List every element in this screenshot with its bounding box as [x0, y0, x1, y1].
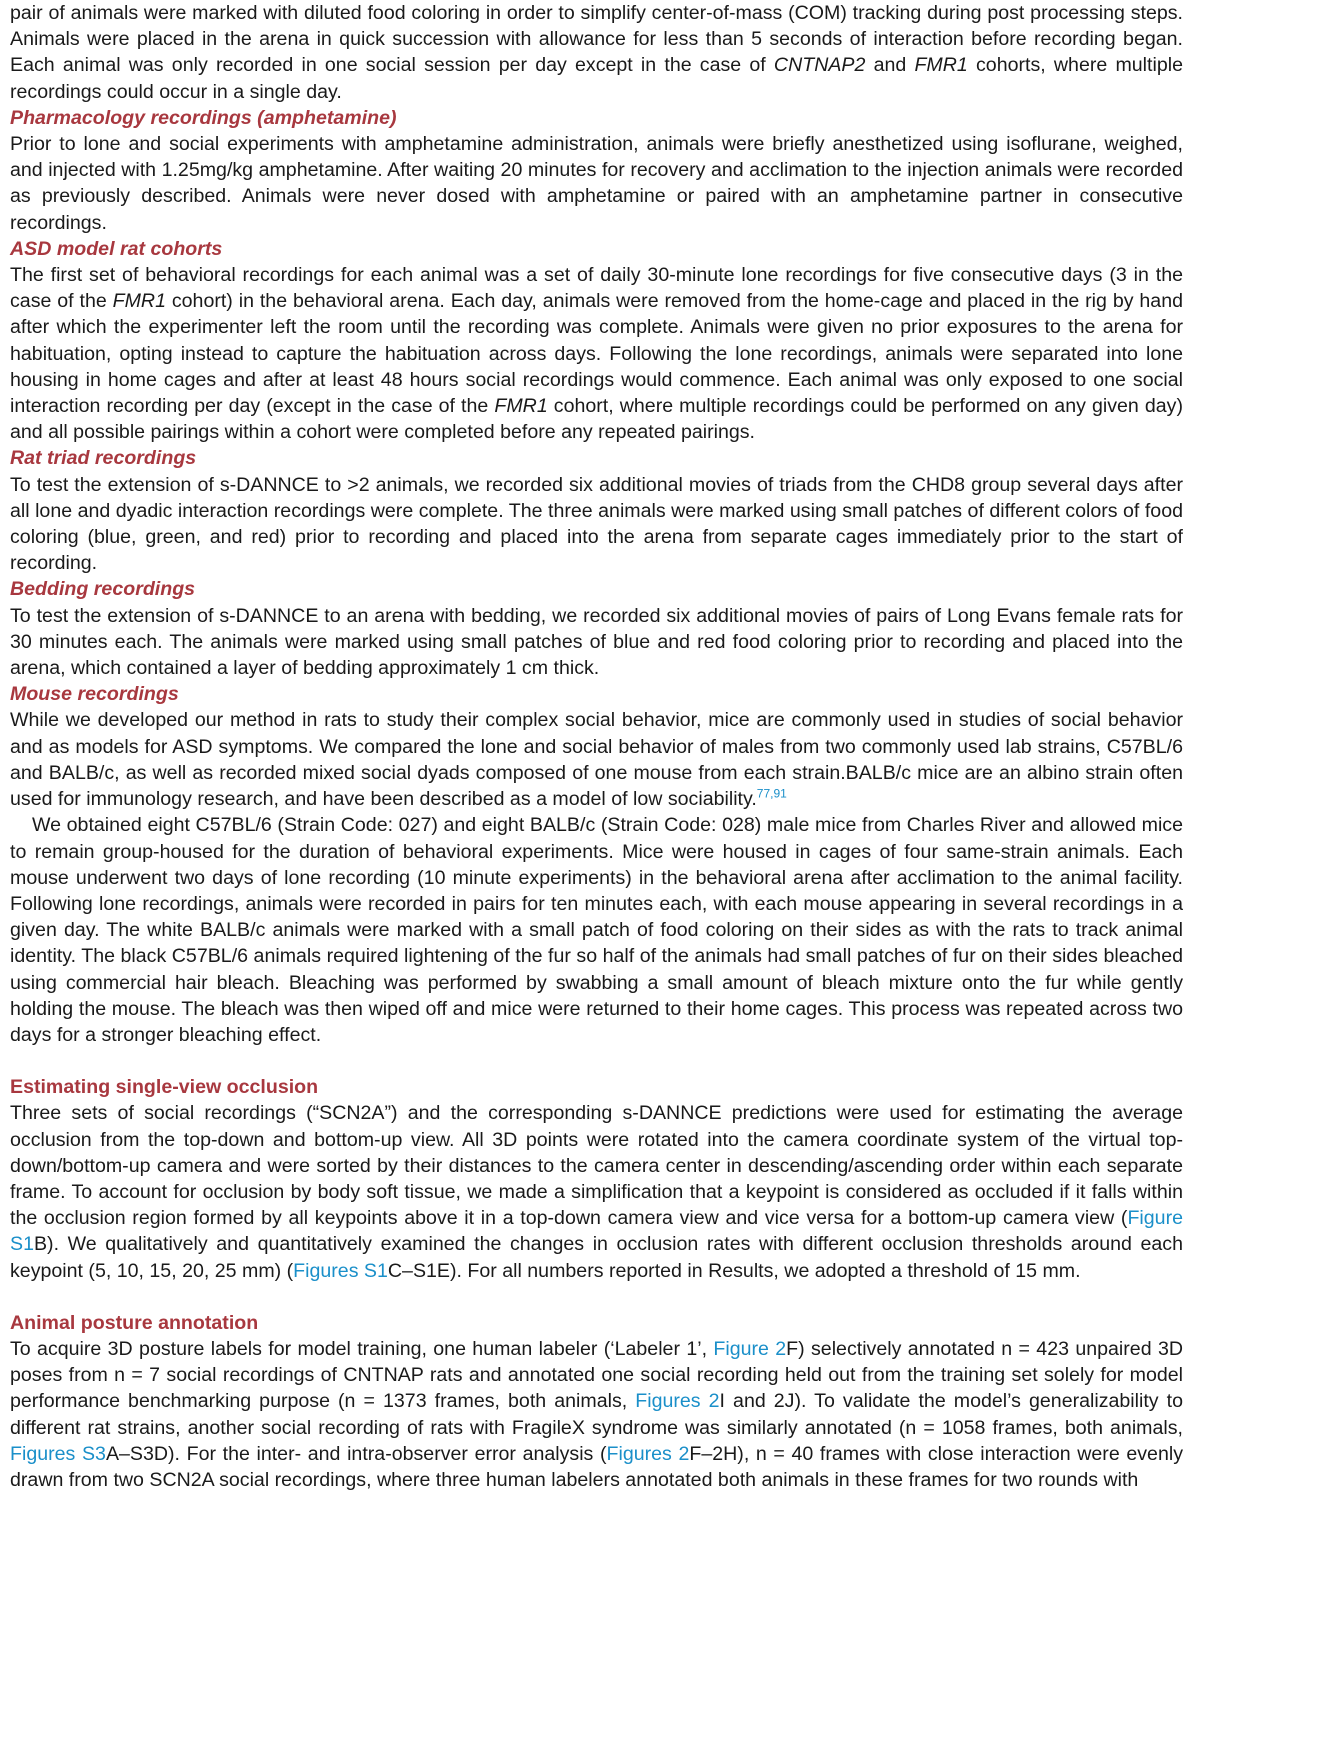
asd-text: The first set of behavioral recordings for each animal was a set of daily 30-minute lone recordings for five consecutive days (3 in the case of the — [10, 264, 1183, 313]
intro-text: pair of animals were marked with diluted food coloring in order to simplify center-of-mass (COM) tracking during post processing steps. Animals were placed in the arena in quick succession with allowance for less than 5 seconds of interaction before recording began. Each animal was only recorded in one social session per day except in the case of — [10, 2, 1183, 77]
occlusion-paragraph — [10, 1100, 1183, 1283]
intro-text: cohorts, where multiple recordings could occur in a single day. — [10, 54, 1183, 103]
posture-text: A–S3D). For the inter- and intra-observer error analysis ( — [105, 1442, 607, 1465]
gene-name: FMR1 — [494, 395, 548, 418]
section-gap — [10, 1048, 1183, 1074]
article-page — [10, 0, 1183, 1493]
bedding-paragraph: To test the extension of s-DANNCE to an arena with bedding, we recorded six additional movies of pairs of Long Evans female rats for 30 minutes each. The animals were marked using small patches of blue and red food coloring prior to recording and placed into the arena, which contained a layer of bedding approximately 1 cm thick. — [10, 604, 1183, 680]
intro-paragraph — [10, 0, 1183, 105]
subheading-pharmacology: Pharmacology recordings (amphetamine) — [10, 106, 397, 129]
mouse-paragraph-1 — [10, 707, 1183, 812]
triad-paragraph: To test the extension of s-DANNCE to >2 animals, we recorded six additional movies of triads from the CHD8 group several days after all lone and dyadic interaction recordings were complete. The three animals were marked using small patches of different colors of food coloring (blue, green, and red) prior to recording and placed into the arena from separate cages immediately prior to the start of recording. — [10, 473, 1183, 575]
posture-paragraph — [10, 1336, 1183, 1493]
citation-link[interactable]: 77,91 — [756, 786, 787, 801]
asd-paragraph — [10, 262, 1183, 445]
figure-link[interactable]: Figures 2 — [606, 1442, 690, 1465]
intro-text: and — [865, 54, 915, 77]
heading-occlusion: Estimating single-view occlusion — [10, 1076, 319, 1099]
asd-text: cohort) in the behavioral arena. Each day, animals were removed from the home-cage and placed in the rig by hand after which the experimenter left the room until the recording was complete. Animals were given no prior exposures to the arena for habituation, opting instead to capture the habituation across days. Following the lone recordings, animals were separated into lone housing in home cages and after at least 48 hours social recordings would commence. Each animal was only exposed to one social interaction recording per day (except in the case of the — [10, 290, 1183, 418]
figure-link[interactable]: Figures 2 — [635, 1390, 720, 1413]
asd-text: cohort, where multiple recordings could be performed on any given day) and all possible pairings within a cohort were completed before any repeated pairings. — [10, 395, 1183, 444]
mouse-paragraph-2: We obtained eight C57BL/6 (Strain Code: 027) and eight BALB/c (Strain Code: 028) male mice from Charles River and allowed mice to remain group-housed for the duration of behavioral experiments. Mice were housed in cages of four same-strain animals. Each mouse underwent two days of lone recording (10 minute experiments) in the behavioral arena after acclimation to the animal facility. Following lone recordings, animals were recorded in pairs for ten minutes each, with each mouse appearing in several recordings in a given day. The white BALB/c animals were marked with a small patch of food coloring on their sides as with the rats to track animal identity. The black C57BL/6 animals required lightening of the fur so half of the animals had small patches of fur on their sides bleached using commercial hair bleach. Bleaching was performed by swabbing a small amount of bleach mixture onto the fur while gently holding the mouse. The bleach was then wiped off and mice were returned to their home cages. This process was repeated across two days for a stronger bleaching effect. — [10, 814, 1183, 1046]
mouse-text: While we developed our method in rats to study their complex social behavior, mice are commonly used in studies of social behavior and as models for ASD symptoms. We compared the lone and social behavior of males from two commonly used lab strains, C57BL/6 and BALB/c, as well as recorded mixed social dyads composed of one mouse from each strain.BALB/c mice are an albino strain often used for immunology research, and have been described as a model of low sociability. — [10, 709, 1183, 811]
gene-name: FMR1 — [914, 54, 968, 77]
heading-posture-annotation: Animal posture annotation — [10, 1311, 259, 1334]
subheading-bedding: Bedding recordings — [10, 578, 196, 601]
occlusion-text: Three sets of social recordings (“SCN2A”) and the corresponding s-DANNCE predictions were used for estimating the average occlusion from the top-down and bottom-up view. All 3D points were rotated into the camera coordinate system of the virtual top-down/bottom-up camera and were sorted by their distances to the camera center in descending/ascending order within each separate frame. To account for occlusion by body soft tissue, we made a simplification that a keypoint is considered as occluded if it falls within the occlusion region formed by all keypoints above it in a top-down camera view and vice versa for a bottom-up camera view ( — [10, 1102, 1183, 1230]
occlusion-text: B). We qualitatively and quantitatively examined the changes in occlusion rates with different occlusion thresholds around each keypoint (5, 10, 15, 20, 25 mm) ( — [10, 1233, 1183, 1282]
subheading-triad: Rat triad recordings — [10, 447, 197, 470]
posture-text: F–2H), n = 40 frames with close interaction were evenly drawn from two SCN2A social recordings, where three human labelers annotated both animals in these frames for two rounds with — [10, 1442, 1183, 1491]
figure-link[interactable]: Figure 2 — [713, 1337, 787, 1360]
figure-link[interactable]: Figure S1 — [10, 1207, 1183, 1256]
subheading-asd-cohorts: ASD model rat cohorts — [10, 237, 223, 260]
occlusion-text: C–S1E). For all numbers reported in Results, we adopted a threshold of 15 mm. — [387, 1259, 1081, 1282]
posture-text: I and 2J). To validate the model’s generalizability to different rat strains, another social recording of rats with FragileX syndrome was similarly annotated (n = 1058 frames, both animals, — [10, 1390, 1183, 1439]
gene-name: CNTNAP2 — [773, 54, 866, 77]
figure-link[interactable]: Figures S1 — [293, 1259, 388, 1282]
gene-name: FMR1 — [112, 290, 166, 313]
section-gap — [10, 1284, 1183, 1310]
posture-text: F) selectively annotated n = 423 unpaired 3D poses from n = 7 social recordings of CNTNAP rats and annotated one social recording held out from the training set solely for model performance benchmarking purpose (n = 1373 frames, both animals, — [10, 1337, 1183, 1413]
pharmacology-paragraph: Prior to lone and social experiments with amphetamine administration, animals were briefly anesthetized using isoflurane, weighed, and injected with 1.25mg/kg amphetamine. After waiting 20 minutes for recovery and acclimation to the injection animals were recorded as previously described. Animals were never dosed with amphetamine or paired with an amphetamine partner in consecutive recordings. — [10, 133, 1183, 234]
subheading-mouse: Mouse recordings — [10, 683, 179, 706]
figure-link[interactable]: Figures S3 — [10, 1442, 106, 1465]
posture-text: To acquire 3D posture labels for model training, one human labeler (‘Labeler 1’, — [10, 1337, 714, 1360]
